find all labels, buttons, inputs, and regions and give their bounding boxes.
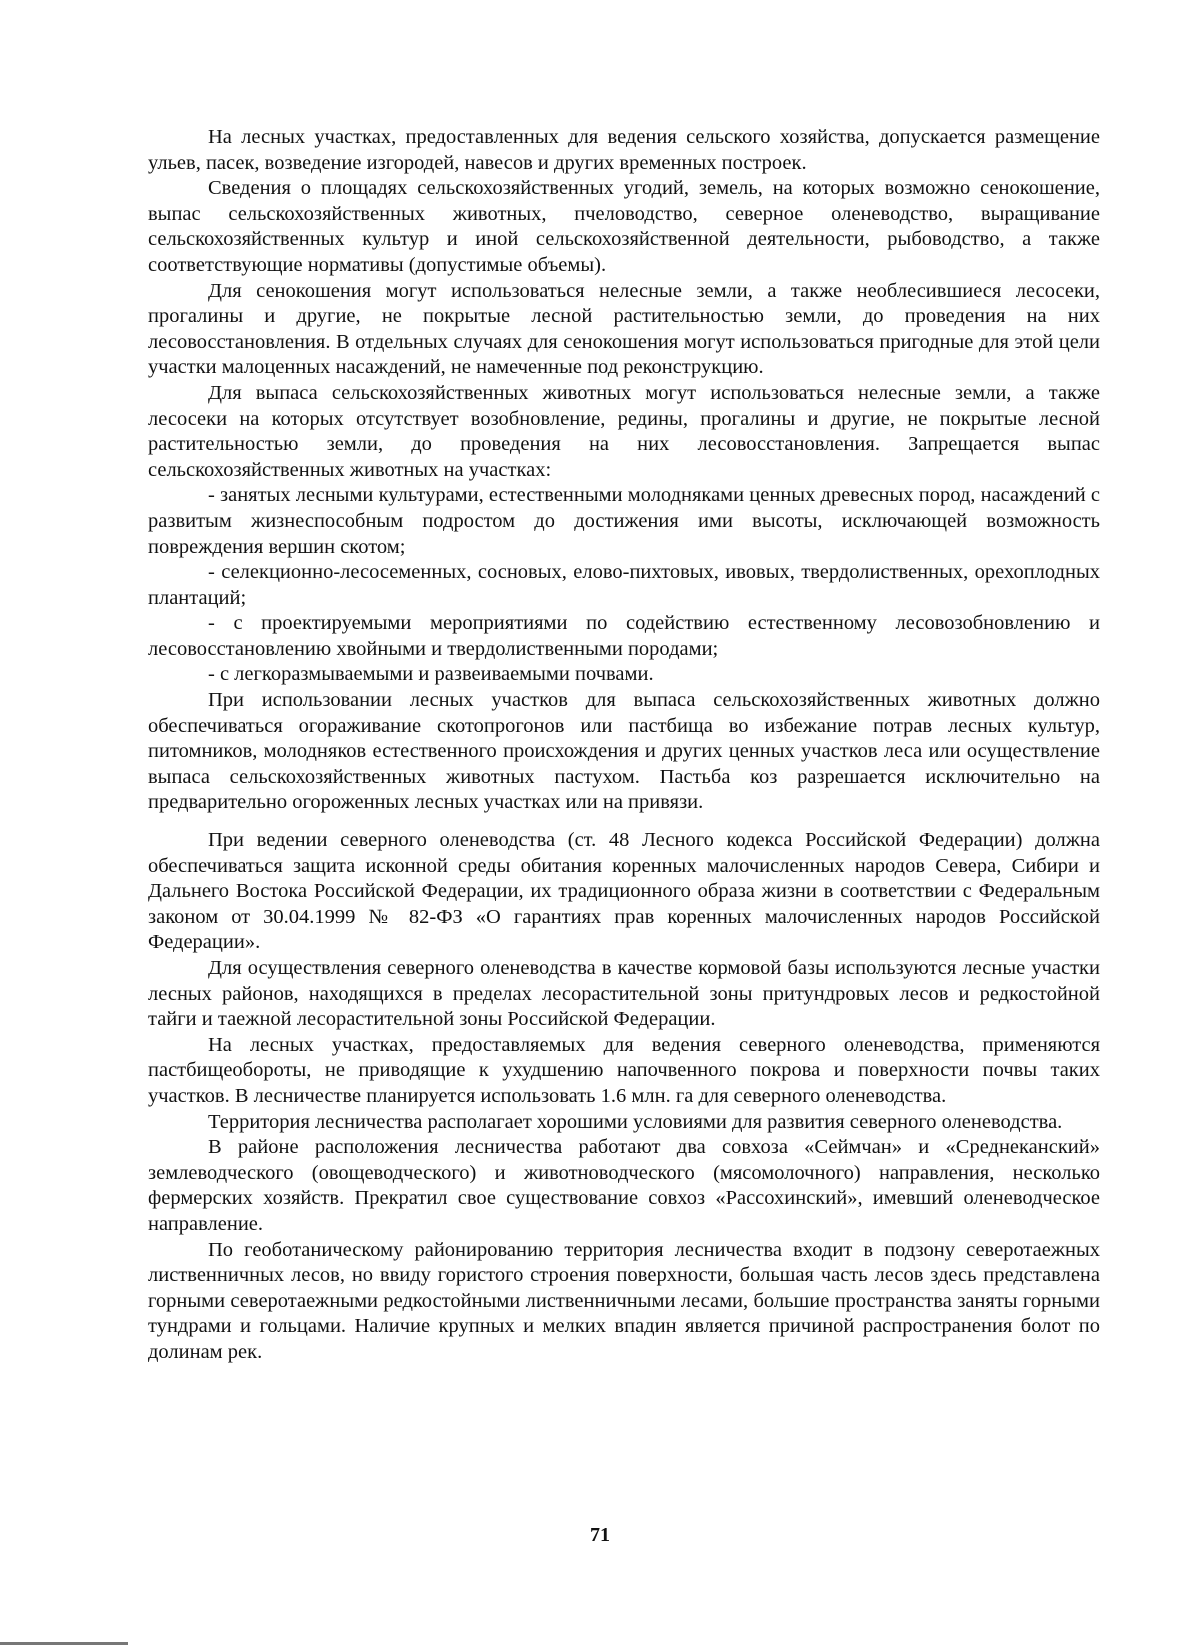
- list-item-erodible-soils: - с легкоразмываемыми и развеиваемыми почвами.: [208, 663, 654, 686]
- paragraph-haymaking: Для сенокошения могут использоваться нелесные земли, а также необлесившиеся лесосеки, прогалины и другие, не покрытые лесной растительностью земли, до проведения на них лесовосстановления. В отдельных случаях для сенокошения могут использоваться пригодные для этой цели участки малоценных насаждений, не намеченные под реконструкцию.: [148, 279, 1100, 379]
- document-body: [148, 125, 1100, 1366]
- paragraph-geobotany: По геоботаническому районированию территория лесничества входит в подзону северотаежных лиственничных лесов, но ввиду гористого строения поверхности, большая часть лесов здесь представлена горными северотаежными редкостойными лиственничными лесами, большие пространства заняты горными тундрами и гольцами. Наличие крупных и мелких впадин является причиной распространения болот по долинам рек.: [148, 1238, 1100, 1363]
- paragraph-reindeer-herding-law: При ведении северного оленеводства (ст. 48 Лесного кодекса Российской Федерации) должна обеспечиваться защита исконной среды обитания коренных малочисленных народов Севера, Сибири и Дальнего Востока Российской Федерации, их традиционного образа жизни в соответствии с Федеральным законом от 30.04.1999 № 82-ФЗ «О гарантиях прав коренных малочисленных народов Российской Федерации».: [148, 829, 1100, 954]
- paragraph-pasture-rotation: На лесных участках, предоставляемых для ведения северного оленеводства, применяются пастбищеобороты, не приводящие к ухудшению напочвенного покрова и поверхности почвы таких участков. В лесничестве планируется использовать 1.6 млн. га для северного оленеводства.: [148, 1033, 1100, 1107]
- paragraph-grazing: Для выпаса сельскохозяйственных животных могут использоваться нелесные земли, а также лесосеки на которых отсутствует возобновление, редины, прогалины и другие, не покрытые лесной растительностью земли, до проведения на них лесовосстановления. Запрещается выпас сельскохозяйственных животных на участках:: [148, 381, 1100, 481]
- paragraph-beekeeping: На лесных участках, предоставленных для ведения сельского хозяйства, допускается размещение ульев, пасек, возведение изгородей, навесов и других временных построек.: [148, 126, 1100, 174]
- paragraph-favorable-conditions: Территория лесничества располагает хорошими условиями для развития северного оленеводства.: [208, 1110, 1063, 1133]
- paragraph-fencing: При использовании лесных участков для выпаса сельскохозяйственных животных должно обеспечиваться огораживание скотопрогонов или пастбища во избежание потрав лесных культур, питомников, молодняков естественного происхождения и других ценных участков леса или осуществление выпаса сельскохозяйственных животных пастухом. Пастьба коз разрешается исключительно на предварительно огороженных лесных участках или на привязи.: [148, 689, 1100, 814]
- list-item-reforestation: - с проектируемыми мероприятиями по содействию естественному лесовозобновлению и лесовосстановлению хвойными и твердолиственными породами;: [148, 612, 1100, 660]
- list-item-plantations: - селекционно-лесосеменных, сосновых, елово-пихтовых, ивовых, твердолиственных, орехоплодных плантаций;: [148, 561, 1100, 609]
- paragraph-land-info: Сведения о площадях сельскохозяйственных угодий, земель, на которых возможно сенокошение, выпас сельскохозяйственных животных, пчеловодство, северное оленеводство, выращивание сельскохозяйственных культур и иной сельскохозяйственной деятельности, рыбоводство, а также соответствующие нормативы (допустимые объемы).: [148, 177, 1100, 276]
- list-item-forest-crops: - занятых лесными культурами, естественными молодняками ценных древесных пород, насаждений с развитым жизнеспособным подростом до достижения ими высоты, исключающей возможность повреждения вершин скотом;: [148, 484, 1100, 558]
- page-number: 71: [590, 1524, 610, 1546]
- scan-edge-divider: [0, 1642, 128, 1645]
- paragraph-forage-base: Для осуществления северного оленеводства в качестве кормовой базы используются лесные участки лесных районов, находящихся в пределах лесорастительной зоны притундровых лесов и редкостойной тайги и таежной лесорастительной зоны Российской Федерации.: [148, 957, 1100, 1031]
- paragraph-state-farms: В районе расположения лесничества работают два совхоза «Сеймчан» и «Среднеканский» землеводческого (овощеводческого) и животноводческого (мясомолочного) направления, несколько фермерских хозяйств. Прекратил свое существование совхоз «Рассохинский», имевший оленеводческое направление.: [148, 1136, 1100, 1235]
